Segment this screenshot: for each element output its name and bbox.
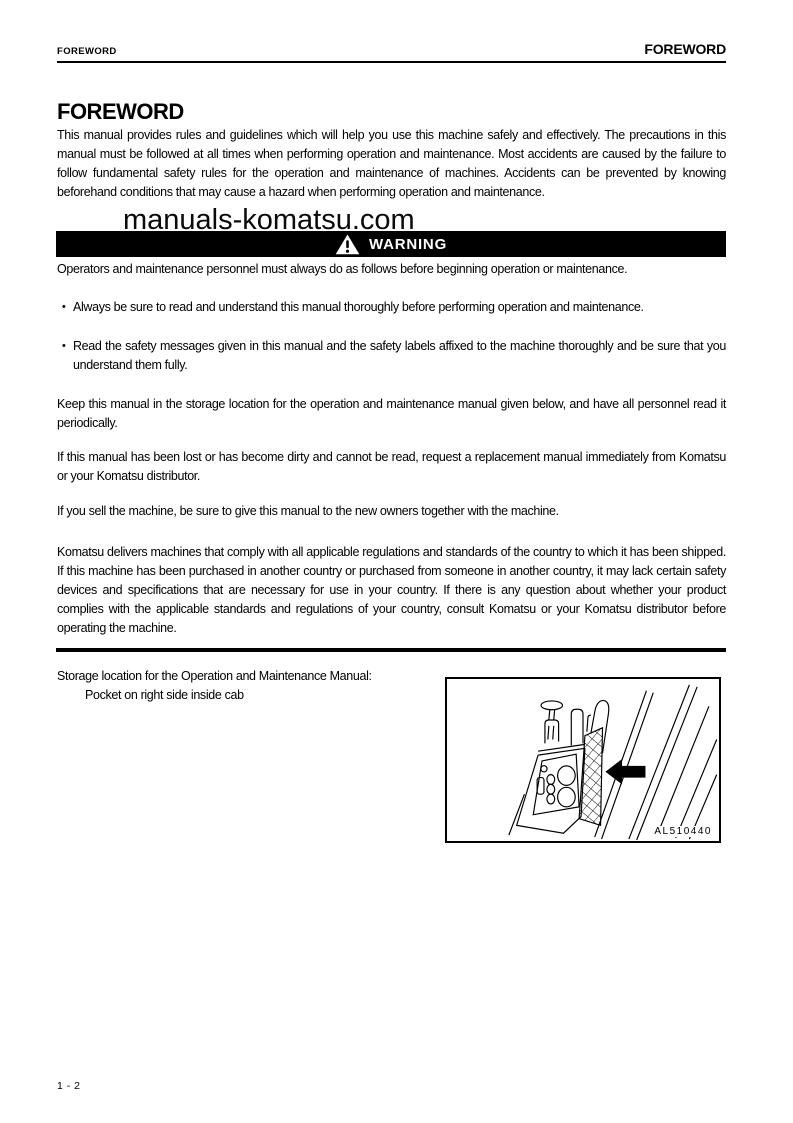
paragraph-replacement: If this manual has been lost or has become dirty and cannot be read, request a replacement manual immediately from Komatsu or your Komatsu distributor. [57, 450, 726, 483]
paragraph-regulations: Komatsu delivers machines that comply with all applicable regulations and standards of the country to which it has been shipped. If this machine has been purchased in another country or purchased from someone in another country, it may lack certain safety devices and specifications that are necessary for use in your country. If there is any question about whether your product complies with the applicable standards and regulations of your country, consult Komatsu or your Komatsu distributor before operating the machine. [57, 545, 726, 635]
warning-intro-text: Operators and maintenance personnel must always do as follows before beginning operation or maintenance. [57, 262, 628, 276]
page-number: 1 - 2 [57, 1080, 81, 1092]
list-item [57, 298, 726, 317]
watermark-text: manuals-komatsu.com [123, 204, 415, 236]
arrow-left-icon [605, 759, 645, 784]
header-section-right: FOREWORD [644, 41, 726, 57]
page-title: FOREWORD [57, 99, 184, 124]
paragraph-storage-keep: Keep this manual in the storage location for the operation and maintenance manual given below, and have all personnel read it periodically. [57, 397, 726, 430]
cab-interior-line-drawing [447, 679, 719, 841]
bullet-marker: • [62, 340, 66, 352]
bullet-text: Always be sure to read and understand this manual thoroughly before performing operation and maintenance. [73, 300, 644, 314]
pillar-lines [595, 685, 717, 840]
bullet-marker: • [62, 301, 66, 313]
storage-location-value: Pocket on right side inside cab [85, 688, 244, 702]
running-header [57, 40, 726, 63]
warning-banner-label: WARNING [368, 235, 448, 253]
figure-id-label: AL510440 [651, 826, 712, 837]
figure-cab-pocket-drawing [445, 677, 721, 843]
console-drawing [509, 701, 591, 835]
section-divider [56, 648, 726, 652]
bullet-text: Read the safety messages given in this manual and the safety labels affixed to the machine thoroughly and be sure that you understand them fully. [73, 339, 726, 372]
paragraph-sell-machine: If you sell the machine, be sure to give this manual to the new owners together with the machine. [57, 504, 559, 518]
storage-location-label: Storage location for the Operation and Maintenance Manual: [57, 669, 372, 683]
list-item [57, 337, 726, 375]
header-section-left: FOREWORD [57, 46, 117, 57]
intro-paragraph: This manual provides rules and guidelines which will help you use this machine safely and effectively. The precautions in this manual must be followed at all times when performing operation and maintenance. Most accidents are caused by the failure to follow fundamental safety rules for the operation and maintenance of machines. Accidents can be prevented by knowing beforehand conditions that may cause a hazard when performing operation and maintenance. [57, 128, 726, 199]
